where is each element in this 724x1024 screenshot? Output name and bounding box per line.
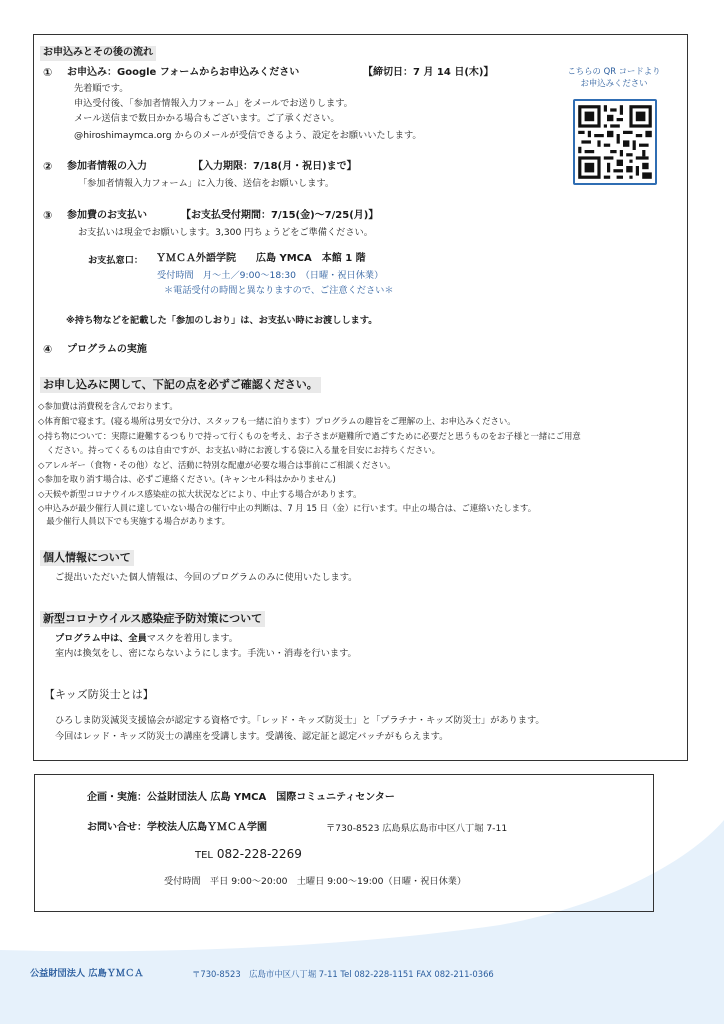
step1-line-1: 先着順です。 [74,83,129,94]
confirm-item-1: ◇参加費は消費税を含んでおります。 [38,401,178,411]
contact-label: お問い合せ：学校法人広島ＹＭＣＡ学園 [87,822,267,833]
step2-period: 【入力期限：7/18(月・祝日)まで】 [193,161,357,172]
kids-heading: 【キッズ防災士とは】 [44,688,154,701]
kids-line-2: 今回はレッド・キッズ防災士の講座を受講します。受講後、認定証と認定バッチがもらえます。 [55,731,449,742]
step3-line: お支払いは現金でお願いします。3,300 円ちょうどをご準備ください。 [78,227,373,238]
confirm-item-2: ◇体育館で寝ます。(寝る場所は男女で分け、スタッフも一緒に泊ります）プログラムの趣旨をご理解の上、お申込みください。 [38,416,516,426]
payment-hours-note: ＊電話受付の時間と異なりますので、ご注意ください＊ [164,285,394,296]
step1-title: お申込み：Google フォームからお申込みください [67,67,300,78]
step3-period: 【お支払受付期間：7/15(金)〜7/25(月)】 [181,210,379,221]
guide-note: ※持ち物などを記載した「参加のしおり」は、お支払い時にお渡しします。 [66,315,378,326]
step2-title: 参加者情報の入力 [67,161,147,172]
confirm-item-3-cont: ください。持ってくるものは自由ですが、お支払い時にお渡しする袋に入る量を目安にお持ちください。 [38,445,440,455]
privacy-heading: 個人情報について [40,550,134,566]
qr-caption-1: こちらの QR コードより [567,66,661,76]
covid-line-1 [55,633,238,645]
covid-heading: 新型コロナウイルス感染症予防対策について [40,611,265,627]
qr-code-icon [575,101,655,183]
payment-window-label: お支払窓口： [88,255,144,266]
confirm-item-5: ◇参加を取り消す場合は、必ずご連絡ください。(キャンセル料はかかりません) [38,474,336,484]
payment-hours: 受付時間 月〜土／9:00〜18:30 （日曜・祝日休業） [157,270,384,281]
bottom-address: 〒730-8523 広島市中区八丁堀 7-11 Tel 082-228-1151 FAX 082-211-0366 [192,969,494,979]
confirm-item-4: ◇アレルギー（食物・その他）など、活動に特別な配慮が必要な場合は事前にご相談ください。 [38,460,396,470]
covid-line-1-rest: マスクを着用します。 [146,633,238,644]
covid-line-2: 室内は換気をし、密にならないようにします。手洗い・消毒を行います。 [55,648,357,659]
tel-number[interactable]: 082-228-2269 [216,847,302,861]
tel-label: TEL [195,850,213,861]
step4-title: プログラムの実施 [67,344,147,355]
contact-hours: 受付時間 平日 9:00〜20:00 土曜日 9:00〜19:00（日曜・祝日休業） [164,876,467,887]
step1-number: ① [43,66,53,79]
confirm-item-7: ◇申込みが最少催行人員に達していない場合の催行中止の判断は、7 月 15 日（金）に行います。中止の場合は、ご連絡いたします。 [38,503,537,513]
bottom-org: 公益財団法人 広島ＹＭＣＡ [30,968,144,979]
step1-line-2: 申込受付後、「参加者情報入力フォーム」をメールでお送りします。 [74,98,353,109]
payment-window-name: ＹＭＣＡ外語学院 広島 YMCA 本館 1 階 [156,253,366,264]
organizer: 企画・実施：公益財団法人 広島 YMCA 国際コミュニティセンター [87,792,395,803]
step2-number: ② [43,160,53,173]
confirm-item-3: ◇持ち物について：実際に避難するつもりで持って行くものを考え、お子さまが避難所で過ごすために必要だと思うものをお子様と一緒にご用意 [38,431,581,441]
contact-tel [195,847,302,863]
step1-deadline: 【締切日：7 月 14 日(木)】 [363,67,494,78]
covid-line-1-bold: プログラム中は、全員 [55,633,147,644]
qr-caption-2: お申込みください [580,78,648,88]
confirm-item-6: ◇天候や新型コロナウイルス感染症の拡大状況などにより、中止する場合があります。 [38,489,362,499]
step1-line-4: @hiroshimaymca.org からのメールが受信できるよう、設定をお願いいたします。 [74,130,422,141]
flow-heading: お申込みとその後の流れ [40,46,156,61]
step2-line: 「参加者情報入力フォーム」に入力後、送信をお願いします。 [78,178,335,189]
contact-address: 〒730-8523 広島県広島市中区八丁堀 7-11 [326,823,508,834]
confirm-heading: お申し込みに関して、下記の点を必ずご確認ください。 [40,377,321,393]
step4-number: ④ [43,343,53,356]
kids-line-1: ひろしま防災減災支援協会が認定する資格です。「レッド・キッズ防災士」と「プラチナ・キッズ防災士」があります。 [55,715,545,726]
step1-line-3: メール送信まで数日かかる場合もございます。ご了承ください。 [74,113,340,124]
step3-title: 参加費のお支払い [67,210,147,221]
qr-code[interactable] [573,99,657,185]
privacy-line: ご提出いただいた個人情報は、今回のプログラムのみに使用いたします。 [55,572,358,583]
step3-number: ③ [43,209,53,222]
confirm-item-7-cont: 最少催行人員以下でも実施する場合があります。 [38,516,230,526]
